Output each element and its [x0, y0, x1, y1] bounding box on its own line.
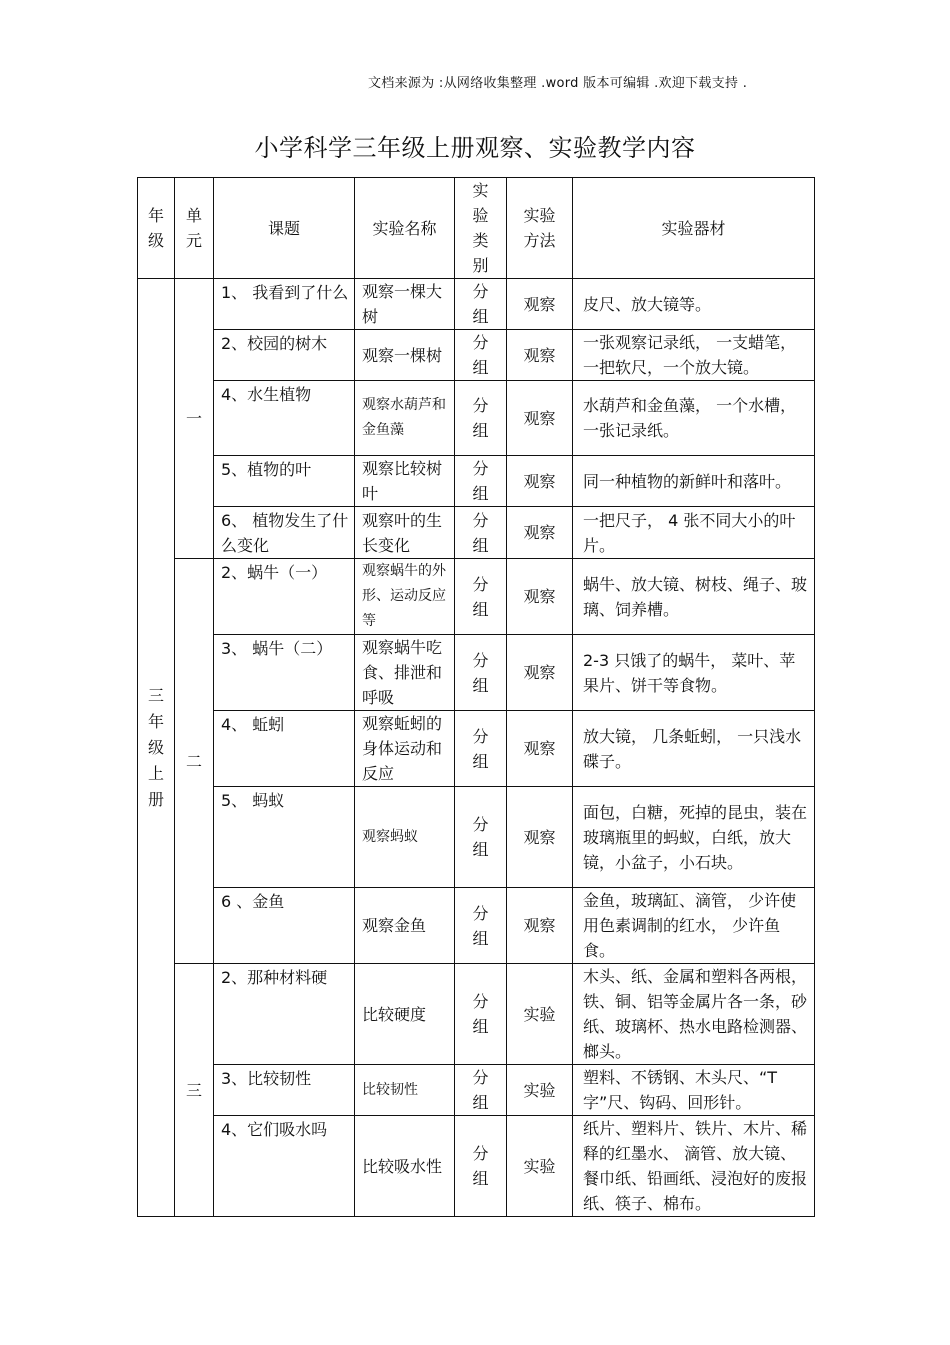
experiment-name-cell: 观察比较树叶	[355, 456, 455, 507]
equipment-cell: 皮尺、放大镜等。	[573, 279, 815, 330]
table-row	[138, 1116, 815, 1217]
document-title: 小学科学三年级上册观察、实验教学内容	[254, 134, 696, 162]
experiment-name-cell: 比较吸水性	[355, 1116, 455, 1217]
experiment-type-cell: 分 组	[455, 635, 507, 711]
experiment-table	[137, 177, 815, 1217]
equipment-cell: 纸片、塑料片、铁片、木片、稀释的红墨水、 滴管、放大镜、餐巾纸、铅画纸、浸泡好的废报纸、筷子、棉布。	[573, 1116, 815, 1217]
lesson-cell: 4、 蚯蚓	[214, 711, 355, 787]
experiment-name-cell: 观察一棵大树	[355, 279, 455, 330]
header-equipment: 实验器材	[573, 178, 815, 279]
header-grade: 年 级	[138, 178, 175, 279]
header-lesson: 课题	[214, 178, 355, 279]
experiment-method-cell: 观察	[507, 456, 573, 507]
equipment-cell: 金鱼，玻璃缸、滴管， 少许使用色素调制的红水， 少许鱼食。	[573, 888, 815, 964]
equipment-cell: 蜗牛、放大镜、树枝、绳子、玻璃、饲养槽。	[573, 559, 815, 635]
unit-cell: 一	[175, 279, 214, 559]
experiment-type-cell: 分 组	[455, 456, 507, 507]
experiment-method-cell: 观察	[507, 330, 573, 381]
table-row	[138, 456, 815, 507]
experiment-method-cell: 实验	[507, 1065, 573, 1116]
experiment-method-cell: 观察	[507, 381, 573, 456]
header-experiment-type: 实 验 类 别	[455, 178, 507, 279]
experiment-name-cell: 观察水葫芦和金鱼藻	[355, 381, 455, 456]
experiment-method-cell: 观察	[507, 711, 573, 787]
experiment-type-cell: 分 组	[455, 1065, 507, 1116]
experiment-type-cell: 分 组	[455, 964, 507, 1065]
lesson-cell: 2、那种材料硬	[214, 964, 355, 1065]
table-row	[138, 787, 815, 888]
table-row	[138, 888, 815, 964]
equipment-cell: 放大镜， 几条蚯蚓， 一只浅水碟子。	[573, 711, 815, 787]
table-header-row	[138, 178, 815, 279]
experiment-method-cell: 观察	[507, 787, 573, 888]
table-row	[138, 381, 815, 456]
experiment-method-cell: 实验	[507, 964, 573, 1065]
table-row	[138, 559, 815, 635]
experiment-method-cell: 观察	[507, 279, 573, 330]
table-row	[138, 1065, 815, 1116]
experiment-type-cell: 分 组	[455, 888, 507, 964]
lesson-cell: 3、比较韧性	[214, 1065, 355, 1116]
experiment-type-cell: 分 组	[455, 507, 507, 559]
lesson-cell: 5、植物的叶	[214, 456, 355, 507]
lesson-cell: 3、 蜗牛（二）	[214, 635, 355, 711]
equipment-cell: 一张观察记录纸， 一支蜡笔，一把软尺，一个放大镜。	[573, 330, 815, 381]
experiment-name-cell: 比较韧性	[355, 1065, 455, 1116]
experiment-method-cell: 观察	[507, 507, 573, 559]
experiment-name-cell: 观察蚯蚓的身体运动和反应	[355, 711, 455, 787]
equipment-cell: 2-3 只饿了的蜗牛， 菜叶、苹果片、饼干等食物。	[573, 635, 815, 711]
experiment-name-cell: 观察蜗牛的外形、运动反应等	[355, 559, 455, 635]
equipment-cell: 水葫芦和金鱼藻， 一个水槽， 一张记录纸。	[573, 381, 815, 456]
lesson-cell: 2、校园的树木	[214, 330, 355, 381]
lesson-cell: 4、水生植物	[214, 381, 355, 456]
experiment-type-cell: 分 组	[455, 787, 507, 888]
experiment-name-cell: 观察叶的生长变化	[355, 507, 455, 559]
equipment-cell: 同一种植物的新鲜叶和落叶。	[573, 456, 815, 507]
lesson-cell: 1、 我看到了什么	[214, 279, 355, 330]
experiment-type-cell: 分 组	[455, 1116, 507, 1217]
table-row	[138, 279, 815, 330]
experiment-type-cell: 分 组	[455, 381, 507, 456]
experiment-method-cell: 观察	[507, 888, 573, 964]
equipment-cell: 面包，白糖，死掉的昆虫，装在玻璃瓶里的蚂蚁，白纸，放大镜，小盆子，小石块。	[573, 787, 815, 888]
lesson-cell: 2、蜗牛（一）	[214, 559, 355, 635]
table-row	[138, 635, 815, 711]
unit-cell: 二	[175, 559, 214, 964]
experiment-name-cell: 观察蜗牛吃食、排泄和呼吸	[355, 635, 455, 711]
experiment-method-cell: 观察	[507, 635, 573, 711]
experiment-name-cell: 观察金鱼	[355, 888, 455, 964]
experiment-name-cell: 观察一棵树	[355, 330, 455, 381]
lesson-cell: 6 、金鱼	[214, 888, 355, 964]
experiment-name-cell: 比较硬度	[355, 964, 455, 1065]
lesson-cell: 5、 蚂蚁	[214, 787, 355, 888]
table-row	[138, 964, 815, 1065]
header-experiment-method: 实验 方法	[507, 178, 573, 279]
equipment-cell: 木头、纸、金属和塑料各两根，铁、铜、铝等金属片各一条，砂纸、玻璃杯、热水电路检测器、榔头。	[573, 964, 815, 1065]
lesson-cell: 4、它们吸水吗	[214, 1116, 355, 1217]
header-unit: 单 元	[175, 178, 214, 279]
lesson-cell: 6、 植物发生了什么变化	[214, 507, 355, 559]
experiment-type-cell: 分 组	[455, 279, 507, 330]
header-experiment-name: 实验名称	[355, 178, 455, 279]
experiment-method-cell: 实验	[507, 1116, 573, 1217]
experiment-type-cell: 分 组	[455, 711, 507, 787]
table-row	[138, 711, 815, 787]
experiment-type-cell: 分 组	[455, 330, 507, 381]
experiment-method-cell: 观察	[507, 559, 573, 635]
equipment-cell: 塑料、不锈钢、木头尺、“T字”尺、钩码、回形针。	[573, 1065, 815, 1116]
header-note: 文档来源为 :从网络收集整理 .word 版本可编辑 .欢迎下载支持 .	[368, 76, 748, 91]
grade-cell: 三 年 级 上 册	[138, 279, 175, 1217]
table-row	[138, 330, 815, 381]
unit-cell: 三	[175, 964, 214, 1217]
experiment-name-cell: 观察蚂蚁	[355, 787, 455, 888]
equipment-cell: 一把尺子， 4 张不同大小的叶片。	[573, 507, 815, 559]
experiment-type-cell: 分 组	[455, 559, 507, 635]
table-row	[138, 507, 815, 559]
